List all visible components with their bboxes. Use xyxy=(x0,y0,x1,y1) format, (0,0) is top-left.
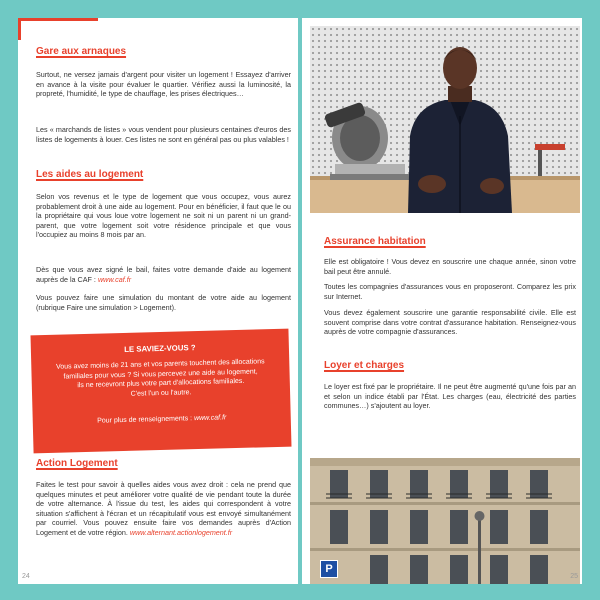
page-number-right: 25 xyxy=(570,573,578,580)
callout-title: LE SAVIEZ-VOUS ? xyxy=(124,343,196,354)
assurance-paragraph-1: Elle est obligatoire ! Vous devez en souscrire une chaque année, sinon votre bail peut être annulé. xyxy=(324,257,576,276)
loyer-heading: Loyer et charges xyxy=(324,360,405,371)
corner-accent xyxy=(18,18,98,21)
assurance-heading: Assurance habitation xyxy=(324,236,426,247)
arnaques-heading: Gare aux arnaques xyxy=(36,46,127,57)
loyer-paragraph: Le loyer est fixé par le propriétaire. Il ne peut être augmenté qu'une fois par an et selon un indice établi par l'État. Les charges (eau, électricité des parties communes…) s'ajoutent au loyer. xyxy=(324,382,576,411)
assurance-paragraph-2: Toutes les compagnies d'assurances vous en proposeront. Comparez les prix sur Internet. xyxy=(324,282,576,301)
assurance-paragraph-3: Vous devez également souscrire une garantie responsabilité civile. Elle est souvent comprise dans votre contrat d'assurance habitation. Renseignez-vous auprès de votre compagnie d'assurances. xyxy=(324,308,576,337)
student-figure xyxy=(408,47,512,213)
workshop-illustration xyxy=(310,26,580,213)
parking-sign: P xyxy=(320,560,338,578)
miter-saw xyxy=(324,102,420,180)
aides-paragraph-2: Dès que vous avez signé le bail, faites votre demande d'aide au logement auprès de la CAF : www.caf.fr xyxy=(36,265,291,284)
clamp xyxy=(535,144,565,150)
arnaques-paragraph-1: Surtout, ne versez jamais d'argent pour visiter un logement ! Essayez d'arriver en avance à la visite pour évaluer le quartier. Vérifiez aussi la luminosité, la propreté, l'humidité, le type de chauffage, les prises électriques… xyxy=(36,70,291,99)
arnaques-paragraph-2: Les « marchands de listes » vous vendent pour plusieurs centaines d'euros des listes de logements à louer. Ces listes ne sont en général pas ou plus valables ! xyxy=(36,125,291,144)
callout-body: Vous avez moins de 21 ans et vos parents touchent des allocations familiales pour vous ? Si vous percevez une aide au logement, ils ne recevront plus votre part d'allocations familiales. C'est l'un ou l'autre. xyxy=(55,358,265,398)
right-page xyxy=(302,18,582,584)
caf-link[interactable]: www.caf.fr xyxy=(97,274,132,284)
aides-heading: Les aides au logement xyxy=(36,169,144,180)
saviez-vous-callout xyxy=(30,329,291,454)
callout-more-info: Pour plus de renseignements : www.caf.fr xyxy=(97,414,227,425)
callout-caf-link[interactable]: www.caf.fr xyxy=(193,414,227,423)
page-number-left: 24 xyxy=(22,573,30,580)
building-photo xyxy=(310,458,580,584)
aides-paragraph-3: Vous pouvez faire une simulation du montant de votre aide au logement (rubrique Faire une simulation > Logement). xyxy=(36,293,291,312)
building-illustration xyxy=(310,458,580,584)
action-logement-link[interactable]: www.alternant.actionlogement.fr xyxy=(129,527,233,537)
left-page xyxy=(18,18,298,584)
workshop-photo xyxy=(310,26,580,213)
action-logement-paragraph: Faites le test pour savoir à quelles aides vous avez droit : cela ne prend que quelques minutes et peut améliorer votre qualité de vie pendant toute la durée de votre alternance. À l'issue du test, les aides qui correspondent à votre situation s'affichent à l'écran et un récapitulatif vous est envoyé simultanément par courriel. Vous pouvez ensuite faire vos demandes auprès d'Action Logement et de votre région. www.alternant.actionlogement.fr xyxy=(36,480,291,537)
lamp-post xyxy=(478,516,481,584)
corner-accent-vertical xyxy=(18,18,21,40)
action-logement-heading: Action Logement xyxy=(36,458,118,469)
aides-paragraph-1: Selon vos revenus et le type de logement que vous occupez, vous aurez probablement droit à une aide au logement. Pour en bénéficier, il faut que le ou la propriétaire qui vous loue votre logement ne soit ni un parent ni un grand-parent, que votre logement soit votre résidence principale et que vous l'occupiez au moins 8 mois par an. xyxy=(36,192,291,240)
